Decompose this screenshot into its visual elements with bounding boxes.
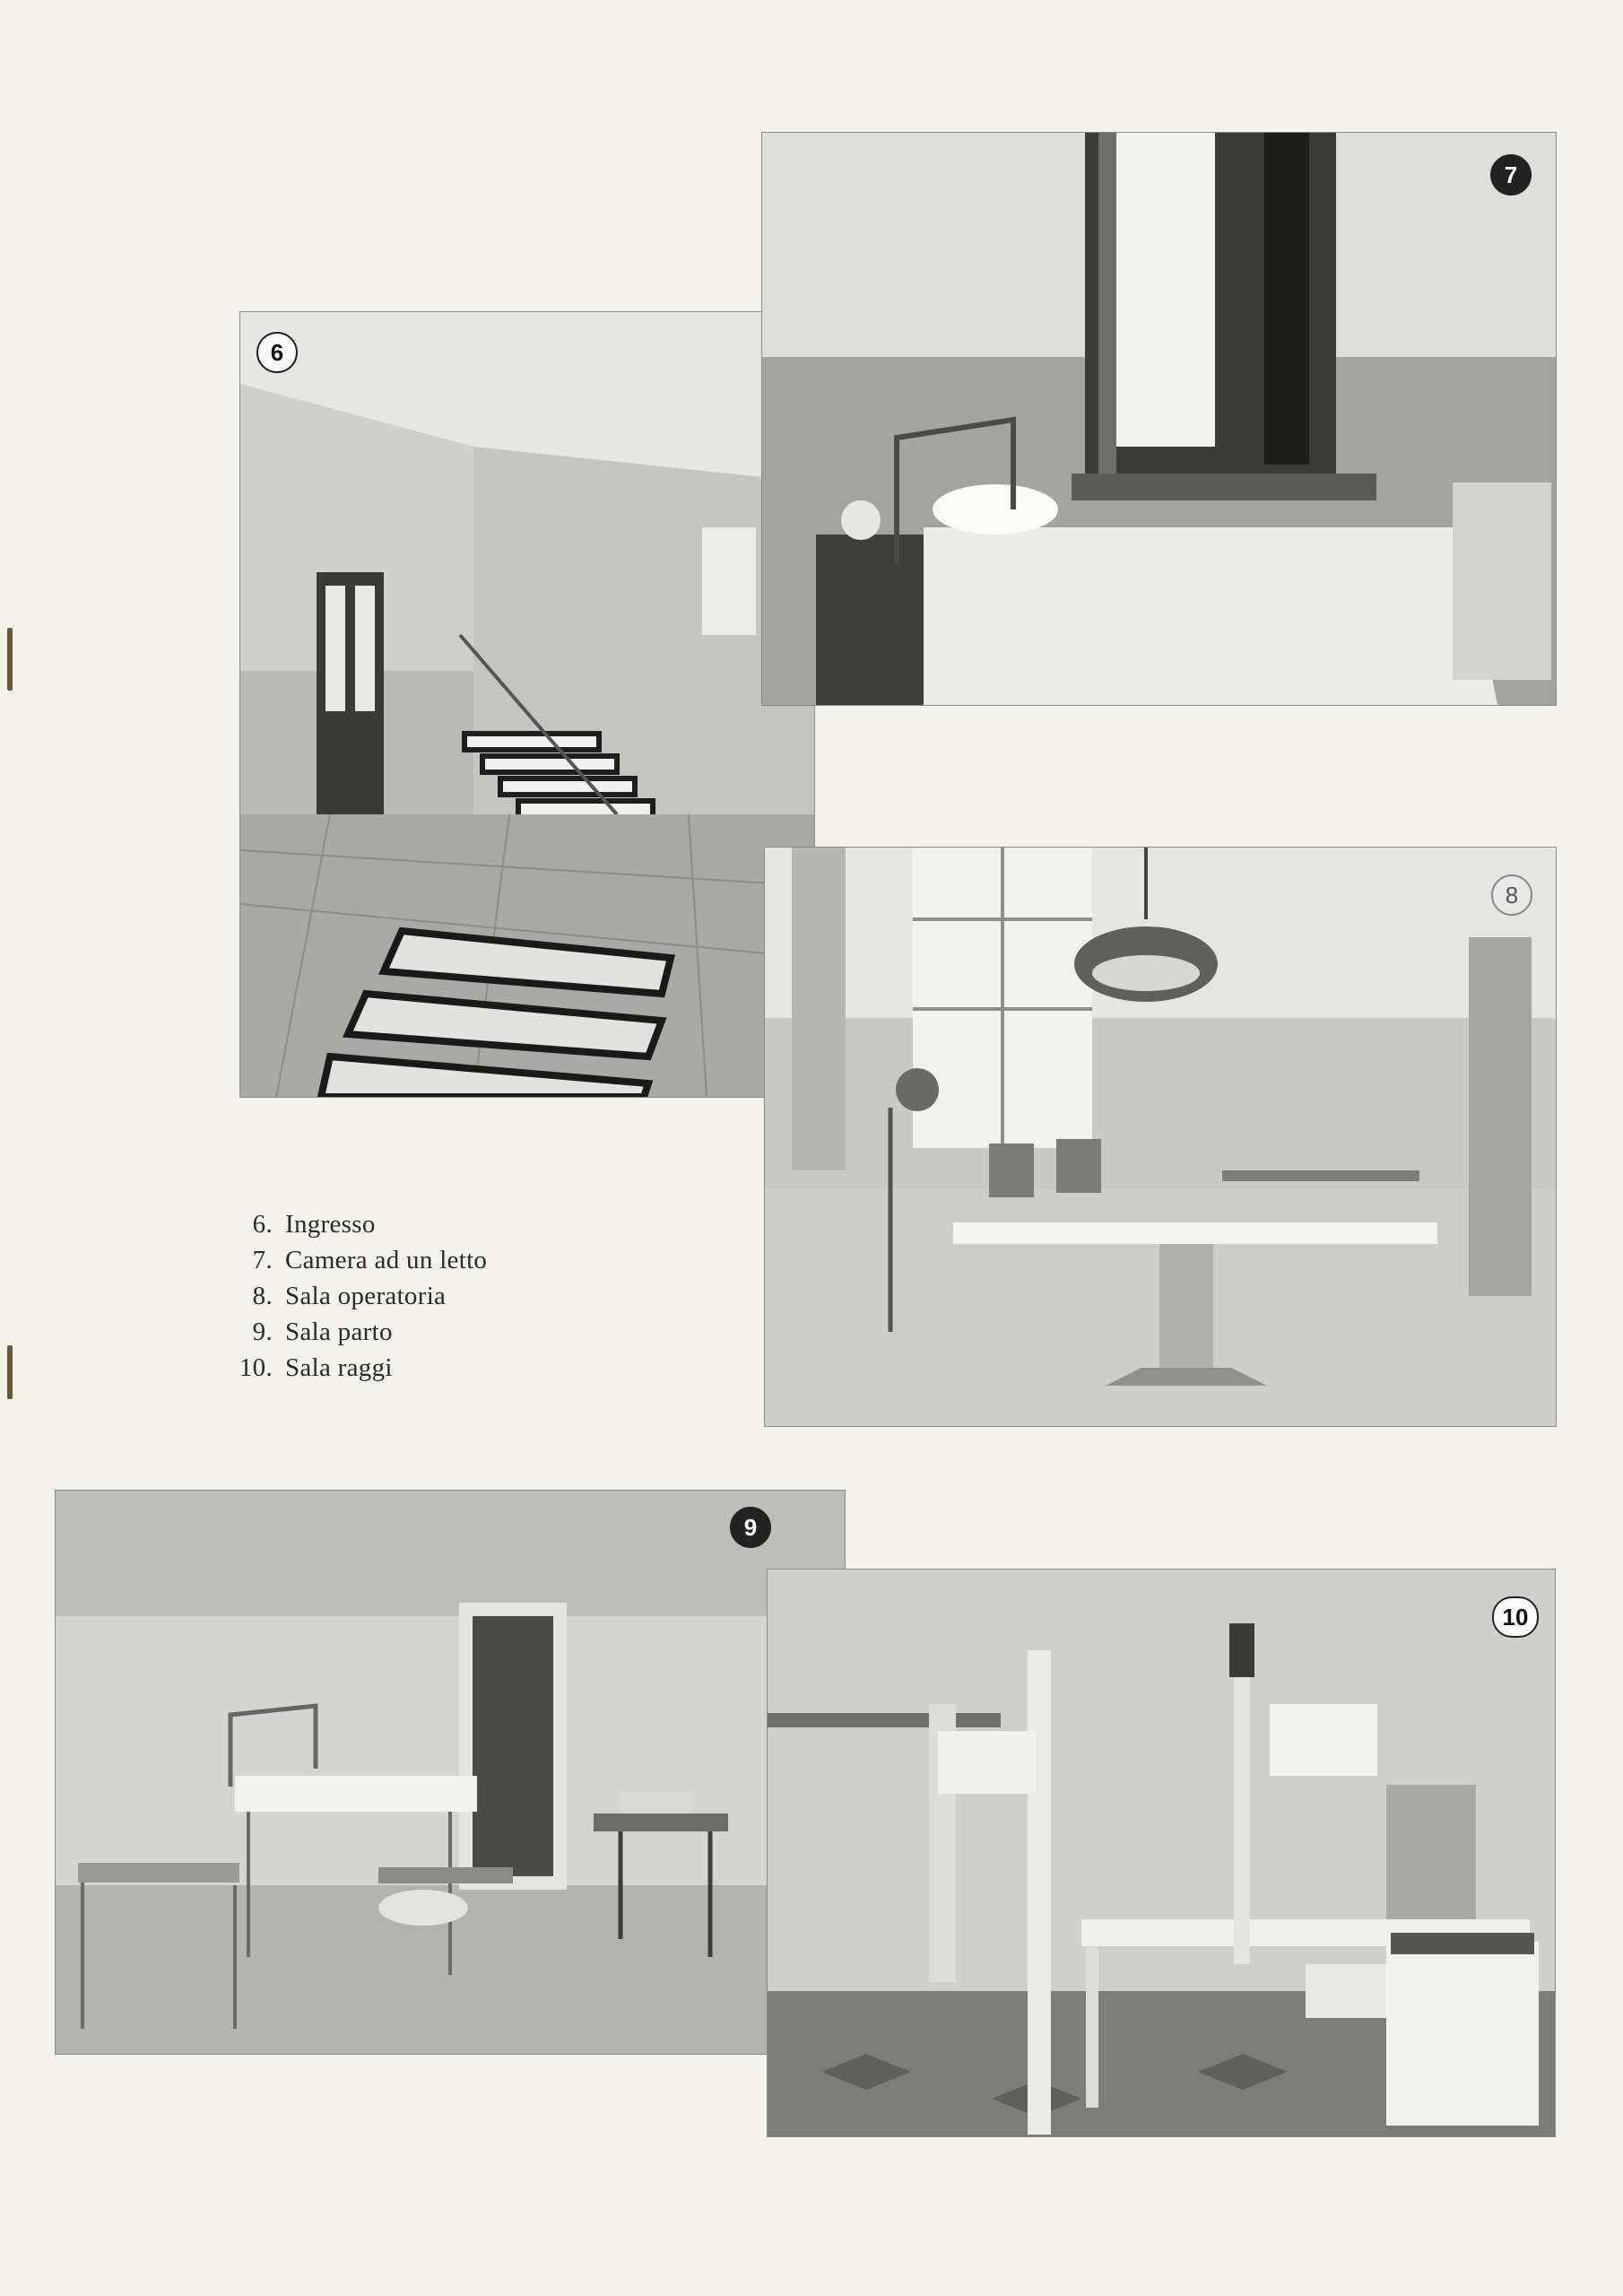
caption-text: Sala raggi (285, 1353, 393, 1382)
caption-item (224, 1242, 547, 1278)
caption-item (224, 1314, 547, 1350)
staircase-image (240, 312, 814, 1097)
caption-item (224, 1278, 547, 1314)
caption-number: 8. (252, 1282, 273, 1310)
photo-ingresso (240, 312, 814, 1097)
photo-sala-operatoria (765, 848, 1556, 1426)
caption-text: Sala parto (285, 1318, 393, 1346)
caption-number: 6. (252, 1210, 273, 1239)
photo-camera-letto (762, 133, 1556, 705)
caption-item (224, 1350, 547, 1386)
binding-mark (7, 1345, 13, 1399)
photo-sala-raggi (768, 1570, 1555, 2136)
caption-text: Sala operatoria (285, 1282, 447, 1310)
photo-number-badge: 9 (730, 1507, 771, 1548)
caption-number: 10. (239, 1353, 273, 1382)
caption-number: 9. (252, 1318, 273, 1346)
photo-number-badge: 10 (1492, 1596, 1539, 1638)
photo-sala-parto (56, 1491, 845, 2054)
photo-captions (224, 1206, 547, 1386)
delivery-room-image (56, 1491, 845, 2054)
photo-number-badge: 7 (1490, 154, 1532, 196)
operating-room-image (765, 848, 1556, 1426)
photo-number-badge: 8 (1491, 874, 1532, 916)
bedroom-image (762, 133, 1556, 705)
xray-room-image (768, 1570, 1555, 2136)
caption-text: Ingresso (285, 1210, 376, 1239)
binding-mark (7, 628, 13, 691)
photo-number-badge: 6 (256, 332, 298, 373)
caption-item (224, 1206, 547, 1242)
caption-number: 7. (252, 1246, 273, 1274)
caption-text: Camera ad un letto (285, 1246, 488, 1274)
